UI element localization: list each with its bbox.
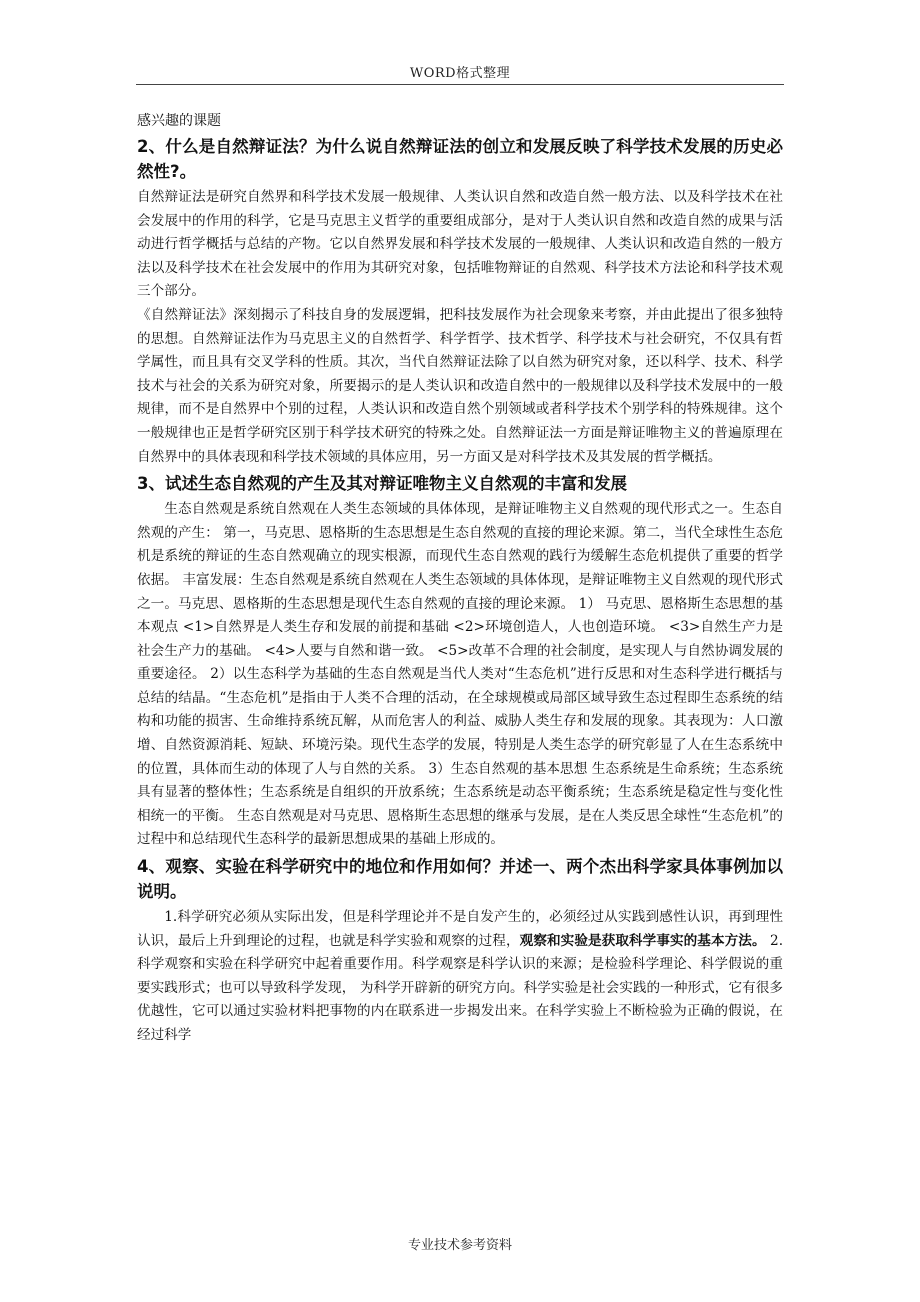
page-footer: 专业技术参考资料 xyxy=(407,1238,512,1253)
section-heading-3: 3、试述生态自然观的产生及其对辩证唯物主义自然观的丰富和发展 xyxy=(137,474,627,494)
page-header: WORD格式整理 xyxy=(409,66,511,81)
section-4-text-after: 2.科学观察和实验在科学研究中起着重要作用。科学观察是科学认识的来源；是检验科学理论、科学假说的重要实践形式；也可以导致科学发现， 为科学开辟新的研究方向。科学实验是社会实践的一种形式，它有很多优越性，它可以通过实验材料把事物的内在联系进一步揭发出来。在科学实验上不断检验为正确的假说，在经过科学 xyxy=(137,932,784,1043)
section-2-paragraph-2: 《自然辩证法》深刻揭示了科技自身的发展逻辑，把科技发展作为社会现象来考察，并由此提出了很多独特的思想。自然辩证法作为马克思主义的自然哲学、科学哲学、技术哲学、科学技术与社会研究，不仅具有哲学属性，而且具有交叉学科的性质。其次，当代自然辩证法除了以自然为研究对象，还以科学、技术、科学技术与社会的关系为研究对象，所要揭示的是人类认识和改造自然中的一般规律以及科学技术发展中的一般规律，而不是自然界中个别的过程，人类认识和改造自然个别领域或者科学技术个别学科的特殊规律。这个一般规律也正是哲学研究区别于科学技术研究的特殊之处。自然辩证法一方面是辩证唯物主义的普遍原理在自然界中的具体表现和科学技术领域的具体应用，另一方面又是对科学技术及其发展的哲学概括。 xyxy=(137,306,783,465)
document-body xyxy=(137,110,783,1048)
intro-line: 感兴趣的课题 xyxy=(137,113,221,129)
section-4-text-before: 1.科学研究必须从实际出发，但是科学理论并不是自发产生的，必须经过从实践到感性认识，再到理性认识，最后上升到理论的过程，也就是科学实验和观察的过程， xyxy=(137,909,783,949)
header-divider xyxy=(136,84,784,85)
section-4-bold-text: 观察和实验是获取科学事实的基本方法。 xyxy=(519,932,766,949)
section-heading-2: 2、什么是自然辩证法？为什么说自然辩证法的创立和发展反映了科学技术发展的历史必然性?。 xyxy=(137,137,783,181)
section-4-paragraph-1 xyxy=(137,906,783,1048)
section-heading-4: 4、观察、实验在科学研究中的地位和作用如何？并述一、两个杰出科学家具体事例加以说明。 xyxy=(137,857,783,902)
section-3-paragraph-1: 生态自然观是系统自然观在人类生态领域的具体体现，是辩证唯物主义自然观的现代形式之一。生态自然观的产生： 第一，马克思、恩格斯的生态思想是生态自然观的直接的理论来源。第二，当代全球性生态危机是系统的辩证的生态自然观确立的现实根源，而现代生态自然观的践行为缓解生态危机提供了重要的哲学依据。 丰富发展：生态自然观是系统自然观在人类生态领域的具体体现，是辩证唯物主义自然观的现代形式之一。马克思、恩格斯的生态思想是现代生态自然观的直接的理论来源。 1） 马克思、恩格斯生态思想的基本观点 <1>自然界是人类生存和发展的前提和基础 <2>环境创造人，人也创造环境。 <3>自然生产力是社会生产力的基础。 <4>人要与自然和谐一致。 <5>改革不合理的社会制度，是实现人与自然协调发展的重要途径。 2）以生态科学为基础的生态自然观是当代人类对“生态危机”进行反思和对生态科学进行概括与总结的结晶。“生态危机”是指由于人类不合理的活动，在全球规模或局部区域导致生态过程即生态系统的结构和功能的损害、生命维持系统瓦解，从而危害人的利益、威胁人类生存和发展的现象。其表现为：人口激增、自然资源消耗、短缺、环境污染。现代生态学的发展，特别是人类生态学的研究彰显了人在生态系统中的位置，具体而生动的体现了人与自然的关系。 3）生态自然观的基本思想 生态系统是生命系统；生态系统具有显著的整体性；生态系统是自组织的开放系统；生态系统是动态平衡系统；生态系统是稳定性与变化性相统一的平衡。 生态自然观是对马克思、恩格斯生态思想的继承与发展，是在人类反思全球性“生态危机”的过程中和总结现代生态科学的最新思想成果的基础上形成的。 xyxy=(137,501,783,848)
section-2-paragraph-1: 自然辩证法是研究自然界和科学技术发展一般规律、人类认识自然和改造自然一般方法、以及科学技术在社会发展中的作用的科学，它是马克思主义哲学的重要组成部分，是对于人类认识自然和改造自然的成果与活动进行哲学概括与总结的产物。它以自然界发展和科学技术发展的一般规律、人类认识和改造自然的一般方法以及科学技术在社会发展中的作用为其研究对象，包括唯物辩证的自然观、科学技术方法论和科学技术观三个部分。 xyxy=(137,189,783,300)
